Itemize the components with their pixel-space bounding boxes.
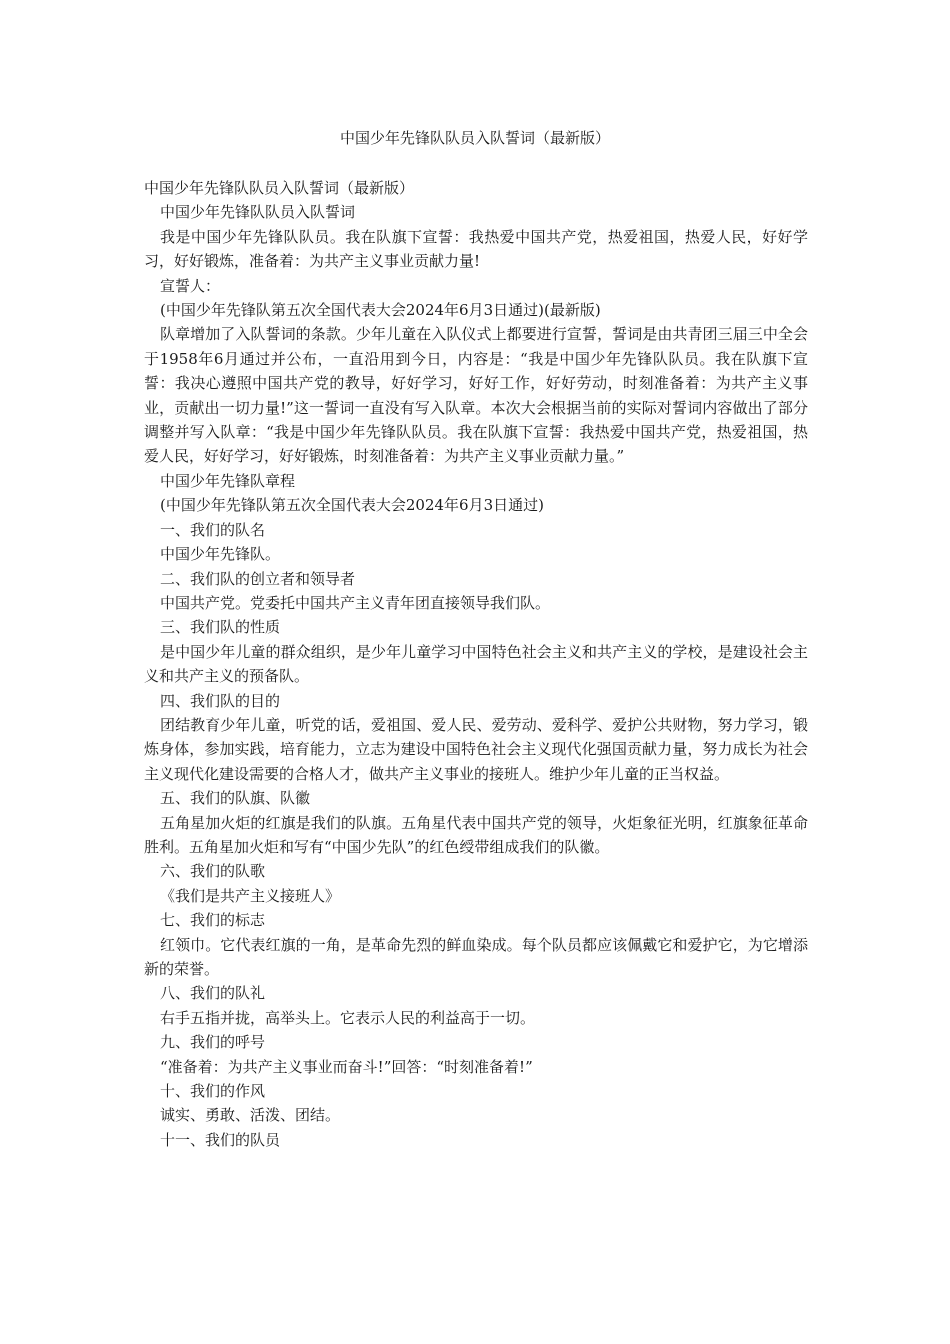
- paragraph: 诚实、勇敢、活泼、团结。: [160, 1106, 341, 1125]
- paragraph: 宣誓人：: [160, 276, 221, 295]
- paragraph: 一、我们的队名: [160, 520, 266, 539]
- paragraph: 中国共产党。党委托中国共产主义青年团直接领导我们队。: [160, 593, 551, 612]
- paragraph: 中国少年先锋队队员入队誓词（最新版）: [144, 179, 415, 197]
- document-title: 中国少年先锋队队员入队誓词（最新版）: [339, 129, 610, 147]
- document-body: [144, 176, 808, 1152]
- paragraph: 队章增加了入队誓词的条款。少年儿童在入队仪式上都要进行宣誓，誓词是由共青团三届三中全会于1958年6月通过并公布，一直沿用到今日，内容是：“我是中国少年先锋队队员。我在队旗下宣誓：我决心遵照中国共产党的教导，好好学习，好好工作，好好劳动，时刻准备着：为共产主义事业，贡献出一切力量!”这一誓词一直没有写入队章。本次大会根据当前的实际对誓词内容做出了部分调整并写入队章：“我是中国少年先锋队队员。我在队旗下宣誓：我热爱中国共产党，热爱祖国，热爱人民，好好学习，好好锻炼，时刻准备着：为共产主义事业贡献力量。”: [144, 325, 808, 466]
- paragraph: (中国少年先锋队第五次全国代表大会2024年6月3日通过): [160, 496, 544, 515]
- paragraph: 中国少年先锋队章程: [160, 471, 296, 490]
- paragraph: 六、我们的队歌: [160, 862, 266, 881]
- paragraph: (中国少年先锋队第五次全国代表大会2024年6月3日通过)(最新版): [160, 301, 601, 320]
- paragraph: 二、我们队的创立者和领导者: [160, 569, 356, 588]
- paragraph: 右手五指并拢，高举头上。它表示人民的利益高于一切。: [160, 1008, 536, 1027]
- paragraph: 七、我们的标志: [160, 911, 266, 930]
- paragraph: 九、我们的呼号: [160, 1033, 266, 1052]
- paragraph: 十、我们的作风: [160, 1082, 266, 1101]
- paragraph: 我是中国少年先锋队队员。我在队旗下宣誓：我热爱中国共产党，热爱祖国，热爱人民，好好学习，好好锻炼，准备着：为共产主义事业贡献力量!: [144, 227, 808, 271]
- paragraph: 五角星加火炬的红旗是我们的队旗。五角星代表中国共产党的领导，火炬象征光明，红旗象征革命胜利。五角星加火炬和写有“中国少先队”的红色绶带组成我们的队徽。: [144, 813, 808, 856]
- paragraph: 《我们是共产主义接班人》: [160, 886, 341, 905]
- paragraph: 十一、我们的队员: [160, 1130, 281, 1149]
- paragraph: 五、我们的队旗、队徽: [160, 789, 311, 808]
- paragraph: 中国少年先锋队队员入队誓词: [160, 203, 356, 222]
- paragraph: 八、我们的队礼: [160, 984, 266, 1003]
- paragraph: 三、我们队的性质: [160, 618, 281, 637]
- paragraph: 红领巾。它代表红旗的一角，是革命先烈的鲜血染成。每个队员都应该佩戴它和爱护它，为它增添新的荣誉。: [144, 935, 808, 978]
- paragraph: 四、我们队的目的: [160, 691, 281, 710]
- paragraph: “准备着：为共产主义事业而奋斗!”回答：“时刻准备着!”: [160, 1057, 533, 1076]
- paragraph: 团结教育少年儿童，听党的话，爱祖国、爱人民、爱劳动、爱科学、爱护公共财物，努力学习，锻炼身体，参加实践，培育能力，立志为建设中国特色社会主义现代化强国贡献力量，努力成长为社会主义现代化建设需要的合格人才，做共产主义事业的接班人。维护少年儿童的正当权益。: [144, 715, 808, 783]
- paragraph: 中国少年先锋队。: [160, 545, 281, 564]
- paragraph: 是中国少年儿童的群众组织，是少年儿童学习中国特色社会主义和共产主义的学校，是建设社会主义和共产主义的预备队。: [144, 642, 808, 686]
